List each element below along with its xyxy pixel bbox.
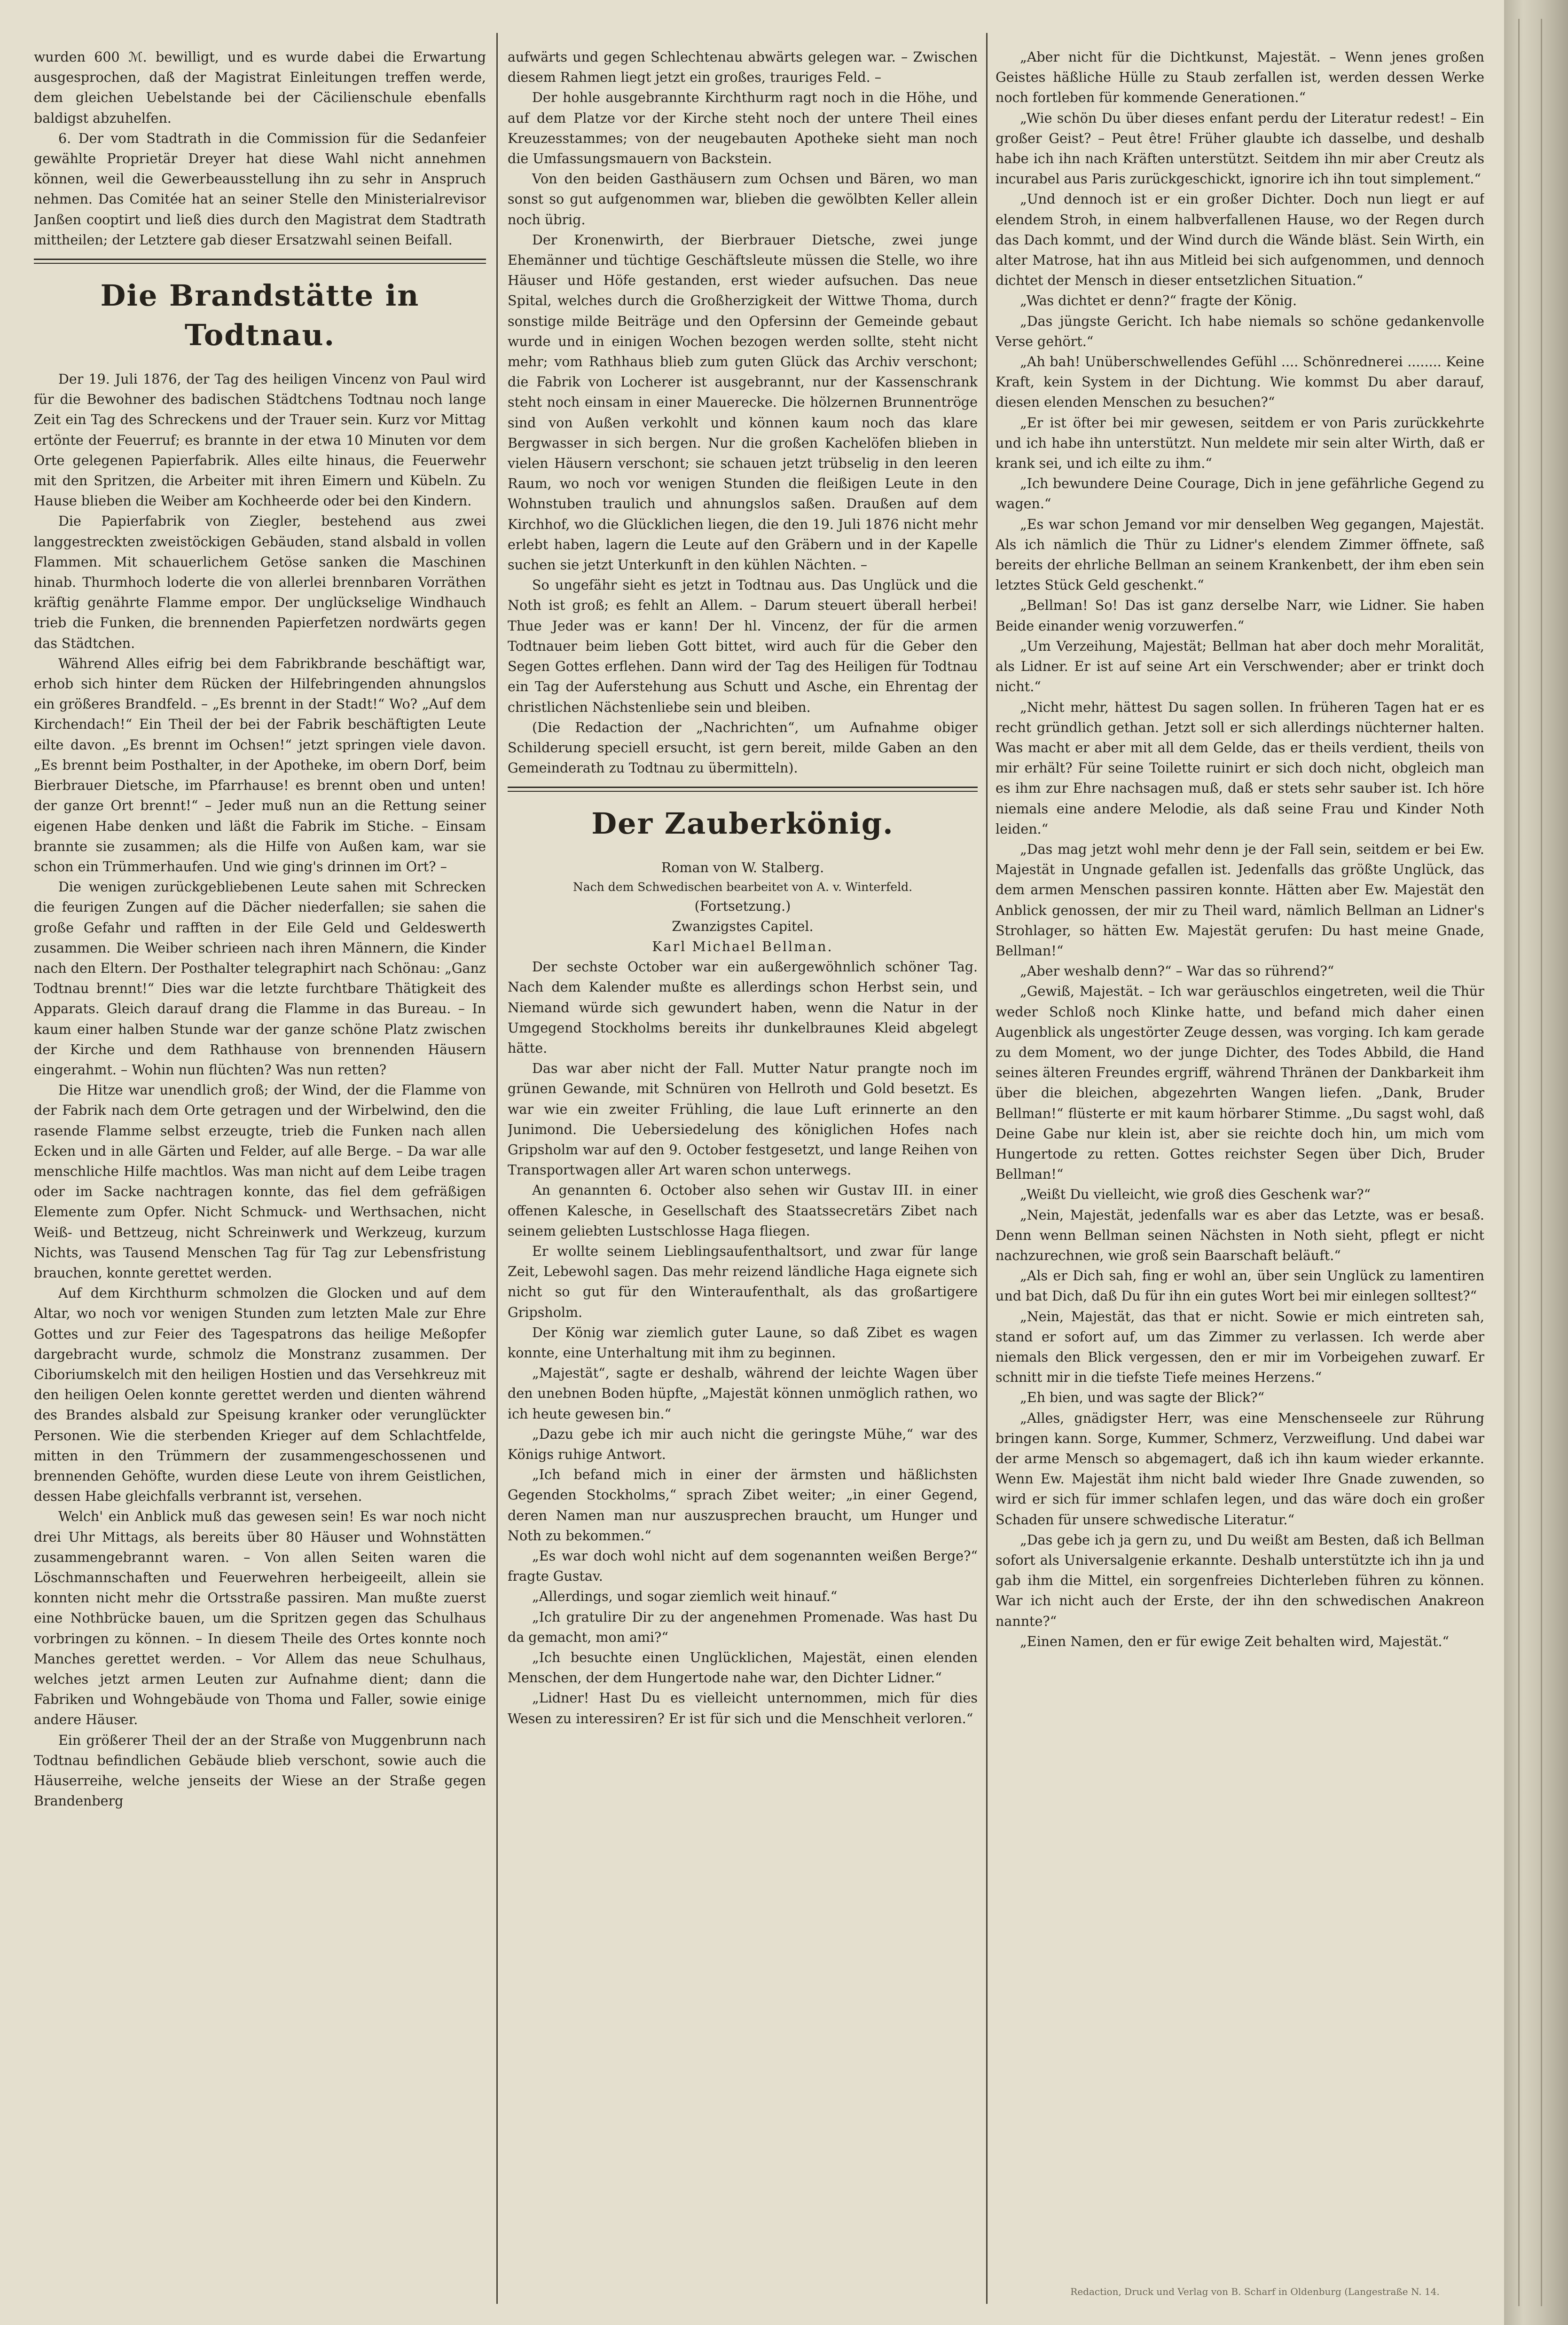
novel-paragraph: „Weißt Du vielleicht, wie groß dies Geschenk war?“	[1020, 1187, 1371, 1203]
article-paragraph: Während Alles eifrig bei dem Fabrikbrande beschäftigt war, erhob sich hinter dem Rücken der Hilfebringenden ahnungslos ein größeres Brandfeld. – „Es brennt in der Stadt!“ Wo? „Auf dem Kirchendach!“ Ein Theil der bei der Fabrik beschäftigten Leute eilte davon. „Es brennt im Ochsen!“ jetzt springen viele davon. „Es brennt beim Posthalter, in der Apotheke, im obern Dorf, beim Bierbrauer Dietsche, im Pfarrhause! es brennt oben und unten! der ganze Ort brennt!“ – Jeder muß nun an die Rettung seiner eigenen Habe denken und läßt die Fabrik im Stiche. – Einsam brannte sie zusammen; als die Hilfe von Außen kam, war sie schon ein Trümmerhaufen. Und wie ging's drinnen im Ort? –	[34, 655, 486, 875]
novel-paragraph: „Und dennoch ist er ein großer Dichter. Doch nun liegt er auf elendem Stroh, in einem halbverfallenen Hause, wo der Regen durch das Dach kommt, und der Wind durch die Wände bläst. Sein Wirth, ein alter Matrose, hat ihn aus Mitleid bei sich aufgenommen, und dennoch dichtet der Mensch in dieser entsetzlichen Situation.“	[996, 191, 1484, 289]
editorial-note: (Die Redaction der „Nachrichten“, um Aufnahme obiger Schilderung speciell ersucht, ist gern bereit, milde Gaben an den Gemeinderath zu Todtnau zu übermitteln).	[508, 719, 978, 776]
article-paragraph: Die wenigen zurückgebliebenen Leute sahen mit Schrecken die feurigen Zungen auf die Dächer niederfallen; sie sahen die große Gefahr und rafften in der Eile Geld und Geldeswerth zusammen. Die Weiber schrieen nach ihren Männern, die Kinder nach den Eltern. Der Posthalter telegraphirt nach Schönau: „Ganz Todtnau brennt!“ Dies war die letzte furchtbare Thätigkeit des Apparats. Gleich darauf drang die Flamme in das Bureau. – In kaum einer halben Stunde war der ganze schöne Platz zwischen der Kirche und dem Rathhause von brennenden Häusern eingerahmt. – Wohin nun flüchten? Was nun retten?	[34, 879, 486, 1078]
novel-paragraph: „Es war schon Jemand vor mir denselben Weg gegangen, Majestät. Als ich nämlich die Thür zu Lidner's elendem Zimmer öffnete, saß bereits der ehrliche Bellman an seinem Krankenbett, der ihm eben sein letztes Stück Geld geschenkt.“	[996, 516, 1484, 593]
page-edge	[1504, 0, 1568, 2325]
novel-paragraph: „Nicht mehr, hättest Du sagen sollen. In früheren Tagen hat er es recht gründlich gethan. Jetzt soll er sich allerdings nüchterner halten. Was macht er aber mit all dem Gelde, das er theils verdient, theils von mir erhält? Für seine Toilette ruinirt er sich doch nicht, obgleich man es ihm zur Ehre nachsagen muß, daß er stets sehr sauber ist. Ich höre niemals eine andere Melodie, als daß seine Frau und Kinder Noth leiden.“	[996, 699, 1484, 837]
novel-paragraph: „Er ist öfter bei mir gewesen, seitdem er von Paris zurückkehrte und ich habe ihn unterstützt. Nun meldete mir sein alter Wirth, daß er krank sei, und ich eilte zu ihm.“	[996, 415, 1484, 472]
article-paragraph: Der 19. Juli 1876, der Tag des heiligen Vincenz von Paul wird für die Bewohner des badischen Städtchens Todtnau noch lange Zeit ein Tag des Schreckens und der Trauer sein. Kurz vor Mittag ertönte der Feuerruf; es brannte in der etwa 10 Minuten vor dem Orte gelegenen Papierfabrik. Alles eilte hinaus, die Feuerwehr mit den Spritzen, die Arbeiter mit ihren Eimern und Kübeln. Zu Hause blieben die Weiber am Kochheerde oder bei den Kindern.	[34, 371, 486, 509]
article-paragraph: Die Hitze war unendlich groß; der Wind, der die Flamme von der Fabrik nach dem Orte getragen und der Wirbelwind, den die rasende Flamme selbst erzeugte, trieb die Funken nach allen Ecken und in alle Gärten und Felder, auf alle Berge. – Da war alle menschliche Hilfe machtlos. Was man nicht auf dem Leibe tragen oder im Sacke nachtragen konnte, das fiel dem gefräßigen Elemente zum Opfer. Nicht Schmuck- und Werthsachen, nicht Weiß- und Bettzeug, nicht Schreinwerk und Werkzeug, kurzum Nichts, was Tausend Menschen Tag für Tag zur Lebensfristung brauchen, konnte gerettet werden.	[34, 1082, 486, 1281]
column-3	[996, 47, 1484, 2294]
article-headline: Die Brandstätte in Todtnau.	[100, 278, 420, 353]
novel-paragraph: „Lidner! Hast Du es vielleicht unternommen, mich für dies Wesen zu interessiren? Er ist für sich und die Menschheit verloren.“	[508, 1690, 978, 1726]
novel-paragraph: „Nein, Majestät, jedenfalls war es aber das Letzte, was er besaß. Denn wenn Bellman seinen Nächsten in Noth sieht, pflegt er nicht nachzurechnen, wie groß sein Baarschaft beläuft.“	[996, 1207, 1484, 1263]
novel-paragraph: An genannten 6. October also sehen wir Gustav III. in einer offenen Kalesche, in Gesellschaft des Staatssecretärs Zibet nach seinem geliebten Lustschlosse Haga fliegen.	[508, 1182, 978, 1239]
novel-paragraph: „Als er Dich sah, fing er wohl an, über sein Unglück zu lamentiren und bat Dich, daß Du für ihn ein gutes Wort bei mir einlegen solltest?“	[996, 1268, 1484, 1304]
chapter-number: Zwanzigstes Capitel.	[672, 918, 814, 934]
novel-paragraph: „Ich bewundere Deine Courage, Dich in jene gefährliche Gegend zu wagen.“	[996, 476, 1484, 512]
imprint-line: Redaction, Druck und Verlag von B. Scharf in Oldenburg (Langestraße N. 14.	[1070, 2286, 1440, 2297]
novel-title: Der Zauberkönig.	[591, 806, 894, 841]
article-paragraph: Die Papierfabrik von Ziegler, bestehend aus zwei langgestreckten zweistöckigen Gebäuden, stand alsbald in vollen Flammen. Mit schauerlichem Getöse sanken die Maschinen hinab. Thurmhoch loderte die von allerlei brennbaren Vorräthen kräftig genährte Flamme empor. Der unglückselige Windhauch trieb die Funken, die brennenden Papierfetzen nordwärts gegen das Städtchen.	[34, 513, 486, 651]
novel-paragraph: „Nein, Majestät, das that er nicht. Sowie er mich eintreten sah, stand er sofort auf, um das Zimmer zu verlassen. Ich werde aber niemals den Blick vergessen, den er mir im Vorbeigehen zuwarf. Er schnitt mir in die tiefste Tiefe meines Herzens.“	[996, 1308, 1484, 1386]
novel-paragraph: „Allerdings, und sogar ziemlich weit hinauf.“	[532, 1589, 838, 1605]
novel-paragraph: Der König war ziemlich guter Laune, so daß Zibet es wagen konnte, eine Unterhaltung mit ihm zu beginnen.	[508, 1324, 978, 1361]
novel-paragraph: „Ich gratulire Dir zu der angenehmen Promenade. Was hast Du da gemacht, mon ami?“	[508, 1609, 978, 1645]
novel-paragraph: „Aber weshalb denn?“ – War das so rührend?“	[1020, 963, 1334, 979]
novel-paragraph: „Gewiß, Majestät. – Ich war geräuschlos eingetreten, weil die Thür weder Schloß noch Klinke hatte, und befand mich daher einen Augenblick als ungestörter Zeuge dessen, was vorging. Ich kam gerade zu dem Moment, wo der junge Dichter, des Todes Abbild, die Hand seines älteren Freundes ergriff, während Thränen der Dankbarkeit ihm über die bleichen, abgezehrten Wangen liefen. „Dank, Bruder Bellman!“ flüsterte er mit kaum hörbarer Stimme. „Du sagst wohl, daß Deine Gabe nur klein ist, aber sie reichte doch hin, um mich vom Hungertode zu retten. Gottes reichster Segen über Dich, Bruder Bellman!“	[996, 984, 1484, 1182]
column-rule	[496, 33, 498, 2304]
section-divider	[508, 787, 978, 792]
novel-paragraph: „Das gebe ich ja gern zu, und Du weißt am Besten, daß ich Bellman sofort als Universalgenie erkannte. Deshalb unterstützte ich ihn ja und gab ihm die Mittel, ein sorgenfreies Dichterleben führen zu können. War ich nicht auch der Erste, der ihn den schwedischen Anakreon nannte?“	[996, 1532, 1484, 1629]
novel-paragraph: „Was dichtet er denn?“ fragte der König.	[1020, 293, 1297, 309]
novel-paragraph: „Alles, gnädigster Herr, was eine Menschenseele zur Rührung bringen kann. Sorge, Kummer, Schmerz, Verzweiflung. Und dabei war der arme Mensch so abgemagert, daß ich ihn kaum wieder erkannte. Wenn Ew. Majestät ihm nicht bald wieder Ihre Gnade zuwenden, so wird er sich für immer schlafen legen, und das wäre doch ein großer Schaden für unsere schwedische Literatur.“	[996, 1410, 1484, 1528]
council-report-paragraph: 6. Der vom Stadtrath in die Commission für die Sedanfeier gewählte Proprietär Dreyer hat diese Wahl nicht annehmen können, weil die Gewerbeausstellung ihn zu sehr in Anspruch nehmen. Das Comitée hat an seiner Stelle den Ministerialrevisor Janßen cooptirt und ließ dies durch den Magistrat dem Stadtrath mittheilen; der Letztere gab dieser Ersatzwahl seinen Beifall.	[34, 130, 486, 248]
novel-paragraph: „Das mag jetzt wohl mehr denn je der Fall sein, seitdem er bei Ew. Majestät in Ungnade gefallen ist. Jedenfalls das größte Unglück, das dem armen Menschen passiren konnte. Hätten aber Ew. Majestät den Anblick genossen, der mir zu Theil ward, nämlich Bellman an Lidner's Strohlager, so hätten Ew. Majestät gerufen: Du hast meine Gnade, Bellman!“	[996, 841, 1484, 959]
novel-paragraph: „Eh bien, und was sagte der Blick?“	[1020, 1390, 1265, 1406]
article-paragraph: Auf dem Kirchthurm schmolzen die Glocken und auf dem Altar, wo noch vor wenigen Stunden zum letzten Male zur Ehre Gottes und zur Feier des Tagespatrons das heilige Meßopfer dargebracht wurde, schmolz die Monstranz zusammen. Der Ciboriumskelch mit den heiligen Hostien und das Versehkreuz mit den heiligen Oelen konnte gerettet werden und dienten während des Brandes alsbald zur Speisung kranker oder verunglückter Personen. Wie die sterbenden Krieger auf dem Schlachtfelde, mitten in den Trümmern der zusammengeschossenen und brennenden Gehöfte, wurden diese Leute von ihrem Geistlichen, dessen Habe gleichfalls verbrannt ist, versehen.	[34, 1285, 486, 1505]
novel-paragraph: „Um Verzeihung, Majestät; Bellman hat aber doch mehr Moralität, als Lidner. Er ist auf seine Art ein Verschwender; aber er trinkt doch nicht.“	[996, 638, 1484, 695]
novel-paragraph: „Das jüngste Gericht. Ich habe niemals so schöne gedankenvolle Verse gehört.“	[996, 313, 1484, 349]
chapter-title: Karl Michael Bellman.	[652, 938, 833, 954]
novel-paragraph: „Dazu gebe ich mir auch nicht die geringste Mühe,“ war des Königs ruhige Antwort.	[508, 1426, 978, 1462]
novel-paragraph: „Es war doch wohl nicht auf dem sogenannten weißen Berge?“ fragte Gustav.	[508, 1548, 978, 1584]
novel-author: Roman von W. Stalberg.	[661, 860, 824, 876]
article-paragraph: Von den beiden Gasthäusern zum Ochsen und Bären, wo man sonst so gut aufgenommen war, blieben die gewölbten Keller allein noch übrig.	[508, 171, 978, 228]
column-rule	[986, 33, 988, 2304]
column-2	[508, 47, 978, 2294]
page-edge-line	[1518, 19, 1520, 2306]
article-paragraph: So ungefähr sieht es jetzt in Todtnau aus. Das Unglück und die Noth ist groß; es fehlt an Allem. – Darum steuert überall herbei! Thue Jeder was er kann! Der hl. Vincenz, der für die armen Todtnauer beim lieben Gott bittet, wird auch für die Geber den Segen Gottes erflehen. Dann wird der Tag des Heiligen für Todtnau ein Tag der Auferstehung aus Schutt und Asche, ein Ehrentag der christlichen Nächstenliebe sein und bleiben.	[508, 577, 978, 715]
novel-paragraph: Er wollte seinem Lieblingsaufenthaltsort, und zwar für lange Zeit, Lebewohl sagen. Das mehr reizend ländliche Haga eignete sich nicht so gut für den Winteraufenthalt, als das großartigere Gripsholm.	[508, 1243, 978, 1320]
novel-paragraph: „Bellman! So! Das ist ganz derselbe Narr, wie Lidner. Sie haben Beide einander wenig vorzuwerfen.“	[996, 598, 1484, 634]
novel-paragraph: „Majestät“, sagte er deshalb, während der leichte Wagen über den unebnen Boden hüpfte, „Majestät können unmöglich rathen, wo ich heute gewesen bin.“	[508, 1365, 978, 1422]
novel-paragraph: „Ich befand mich in einer der ärmsten und häßlichsten Gegenden Stockholms,“ sprach Zibet weiter; „in einer Gegend, deren Namen man nur auszusprechen braucht, um Hunger und Noth zu bekommen.“	[508, 1467, 978, 1544]
novel-paragraph: „Ich besuchte einen Unglücklichen, Majestät, einen elenden Menschen, der dem Hungertode nahe war, den Dichter Lidner.“	[508, 1650, 978, 1686]
novel-paragraph: Das war aber nicht der Fall. Mutter Natur prangte noch im grünen Gewande, mit Schnüren von Hellroth und Gold besetzt. Es war wie ein zweiter Frühling, die laue Luft erinnerte an den Junimond. Die Uebersiedelung des königlichen Hofes nach Gripsholm war auf den 9. October festgesetzt, und lange Reihen von Transportwagen aller Art waren schon unterwegs.	[508, 1061, 978, 1178]
article-paragraph: Ein größerer Theil der an der Straße von Muggenbrunn nach Todtnau befindlichen Gebäude blieb verschont, sowie auch die Häuserreihe, welche jenseits der Wiese an der Straße gegen Brandenberg	[34, 1732, 486, 1809]
council-report-paragraph: wurden 600 ℳ. bewilligt, und es wurde dabei die Erwartung ausgesprochen, daß der Magistrat Einleitungen treffen werde, dem gleichen Uebelstande bei der Cäcilienschule ebenfalls baldigst abzuhelfen.	[34, 49, 486, 126]
article-paragraph: Der Kronenwirth, der Bierbrauer Dietsche, zwei junge Ehemänner und tüchtige Geschäftsleute müssen die Stelle, wo ihre Häuser und Höfe gestanden, erst wieder aufsuchen. Das neue Spital, welches durch die Großherzigkeit der Wittwe Thoma, durch sonstige milde Beiträge und den Opfersinn der Gemeinde gebaut wurde und in einigen Wochen bezogen werden sollte, steht nicht mehr; vom Rathhaus blieb zum guten Glück das Archiv verschont; die Fabrik von Locherer ist ausgebrannt, nur der Kassenschrank steht noch einsam in einer Mauerecke. Die hölzernen Brunnentröge sind von Außen verkohlt und können kaum noch das klare Bergwasser in sich bergen. Nur die großen Kachelöfen blieben in vielen Häusern verschont; sie schauen jetzt trübselig in den leeren Raum, wo noch vor wenigen Stunden die fleißigen Leute in den Wohnstuben traulich und ahnungslos saßen. Draußen auf dem Kirchhof, wo die Glücklichen liegen, die den 19. Juli 1876 nicht mehr erlebt haben, lagern die Leute auf den Gräbern und in der Kapelle suchen sie jetzt Unterkunft in den kühlen Nächten. –	[508, 232, 978, 573]
novel-continuation: (Fortsetzung.)	[694, 898, 791, 914]
article-paragraph: Welch' ein Anblick muß das gewesen sein! Es war noch nicht drei Uhr Mittags, als bereits über 80 Häuser und Wohnstätten zusammengebrannt waren. – Von allen Seiten waren die Löschmannschaften und Feuerwehren herbeigeeilt, allein sie konnten nicht mehr die Ortsstraße passiren. Man mußte zuerst eine Nothbrücke bauen, um die Spritzen gegen das Schulhaus vorbringen zu können. – In diesem Theile des Ortes konnte noch Manches gerettet werden. – Vor Allem das neue Schulhaus, welches jetzt armen Leuten zur Aufnahme dient; dann die Fabriken und Wohngebäude von Thoma und Faller, sowie einige andere Häuser.	[34, 1509, 486, 1728]
novel-paragraph: Der sechste October war ein außergewöhnlich schöner Tag. Nach dem Kalender mußte es allerdings schon Herbst sein, und Niemand würde sich gewundert haben, wenn die Natur in der Umgegend Stockholms bereits ihr dunkelbraunes Kleid abgelegt hätte.	[508, 959, 978, 1056]
novel-paragraph: „Ah bah! Unüberschwellendes Gefühl .... Schönrednerei ........ Keine Kraft, kein System in der Dichtung. Wie kommst Du aber darauf, diesen elenden Menschen zu besuchen?“	[996, 354, 1484, 410]
novel-paragraph: „Einen Namen, den er für ewige Zeit behalten wird, Majestät.“	[1020, 1633, 1449, 1649]
novel-paragraph: „Aber nicht für die Dichtkunst, Majestät. – Wenn jenes großen Geistes häßliche Hülle zu Staub zerfallen ist, werden dessen Werke noch fortleben für kommende Generationen.“	[996, 49, 1484, 106]
column-1	[34, 47, 486, 2294]
section-divider	[34, 259, 486, 264]
novel-paragraph: „Wie schön Du über dieses enfant perdu der Literatur redest! – Ein großer Geist? – Peut être! Früher glaubte ich dasselbe, und deshalb habe ich ihn nach Kräften unterstützt. Seitdem ihn mir aber Creutz als incurabel aus Paris zurückgeschickt, ignorire ich ihn tout simplement.“	[996, 110, 1484, 187]
article-paragraph: aufwärts und gegen Schlechtenau abwärts gelegen war. – Zwischen diesem Rahmen liegt jetzt ein großes, trauriges Feld. –	[508, 49, 978, 86]
page-edge-line	[1541, 19, 1542, 2306]
article-paragraph: Der hohle ausgebrannte Kirchthurm ragt noch in die Höhe, und auf dem Platze vor der Kirche steht noch der untere Theil eines Kreuzesstammes; von der neugebauten Apotheke sieht man noch die Umfassungsmauern von Backstein.	[508, 90, 978, 167]
novel-adaptation: Nach dem Schwedischen bearbeitet von A. v. Winterfeld.	[572, 880, 913, 894]
